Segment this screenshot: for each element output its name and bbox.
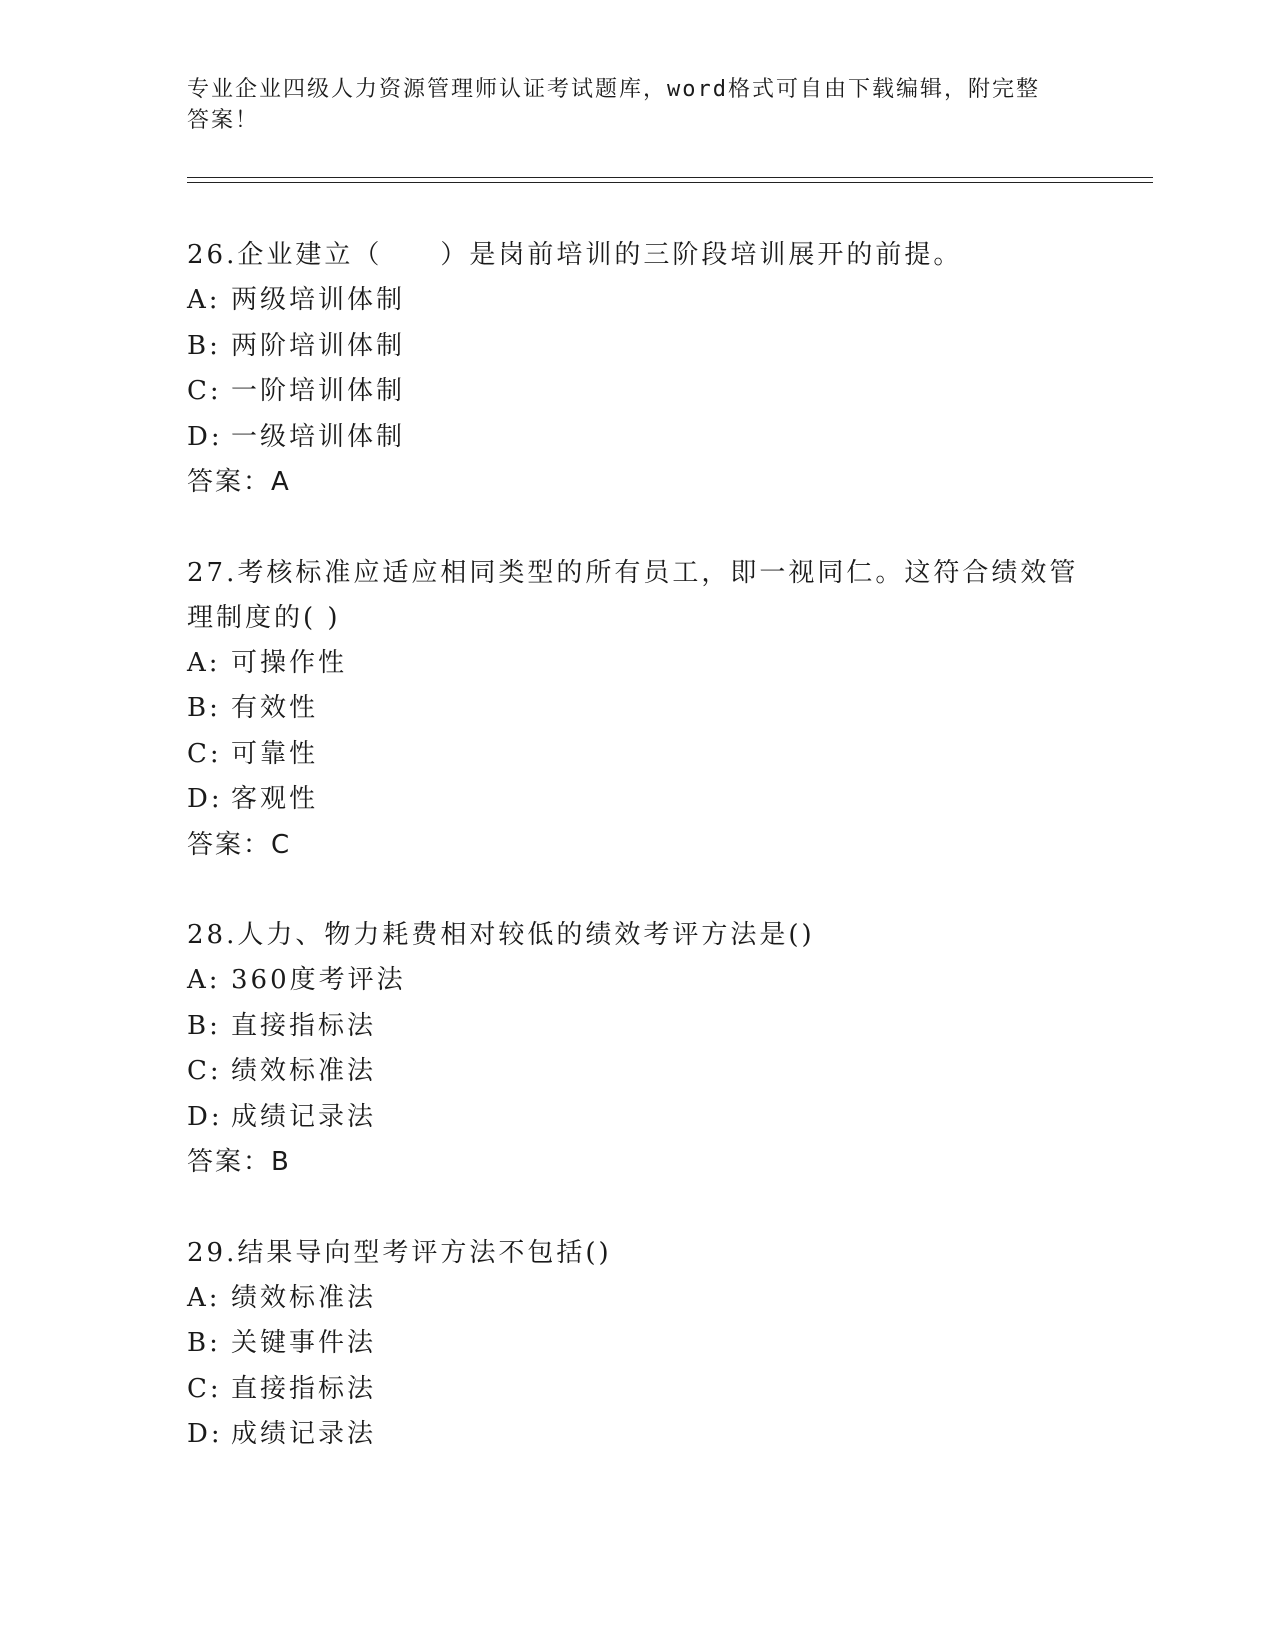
question-stem: 28.人力、物力耗费相对较低的绩效考评方法是() bbox=[187, 920, 815, 950]
option-letter: B: bbox=[187, 330, 221, 361]
option-letter: D: bbox=[187, 1101, 223, 1132]
question-stem-line-2: 理制度的( ) bbox=[187, 602, 341, 633]
option-text: 成绩记录法 bbox=[231, 1101, 377, 1132]
header-line-1: 专业企业四级人力资源管理师认证考试题库，word格式可自由下载编辑，附完整 bbox=[187, 77, 1040, 102]
question-stem-line-1: 27.考核标准应适应相同类型的所有员工，即一视同仁。这符合绩效管 bbox=[187, 557, 1079, 588]
option-letter: A: bbox=[187, 647, 221, 678]
answer-line: 答案：A bbox=[187, 467, 291, 497]
question-28 bbox=[187, 913, 1087, 1186]
option-d bbox=[187, 777, 1087, 823]
option-text: 一级培训体制 bbox=[231, 421, 406, 452]
option-d bbox=[187, 1412, 1087, 1458]
question-stem: 26.企业建立（ ）是岗前培训的三阶段培训展开的前提。 bbox=[187, 240, 963, 270]
option-text: 一阶培训体制 bbox=[231, 376, 406, 406]
option-text: 360度考评法 bbox=[231, 965, 406, 995]
option-text: 成绩记录法 bbox=[231, 1419, 377, 1449]
question-29 bbox=[187, 1231, 1087, 1458]
option-text: 客观性 bbox=[231, 784, 319, 814]
option-letter: D: bbox=[187, 421, 223, 452]
question-27 bbox=[187, 551, 1087, 869]
option-a bbox=[187, 1276, 1087, 1322]
option-text: 直接指标法 bbox=[231, 1010, 377, 1041]
option-text: 可操作性 bbox=[231, 647, 348, 678]
option-text: 绩效标准法 bbox=[231, 1282, 377, 1313]
answer-line: 答案：C bbox=[187, 829, 292, 860]
option-letter: D: bbox=[187, 1419, 223, 1449]
option-text: 两阶培训体制 bbox=[231, 330, 406, 361]
header-divider-bottom bbox=[187, 182, 1153, 183]
option-c bbox=[187, 369, 1087, 415]
option-letter: B: bbox=[187, 1010, 221, 1041]
option-letter: C: bbox=[187, 1373, 222, 1404]
option-letter: C: bbox=[187, 738, 222, 769]
option-a bbox=[187, 958, 1087, 1004]
document-header bbox=[187, 74, 1087, 136]
option-c bbox=[187, 1049, 1087, 1095]
answer-line: 答案：B bbox=[187, 1147, 291, 1177]
option-d bbox=[187, 415, 1087, 461]
option-a bbox=[187, 641, 1087, 687]
header-line-2: 答案！ bbox=[187, 108, 260, 133]
option-letter: B: bbox=[187, 1328, 221, 1358]
option-letter: C: bbox=[187, 376, 222, 406]
option-d bbox=[187, 1095, 1087, 1141]
question-list bbox=[187, 233, 1087, 1503]
option-b bbox=[187, 1004, 1087, 1050]
option-text: 关键事件法 bbox=[231, 1328, 377, 1358]
option-b bbox=[187, 324, 1087, 370]
option-b bbox=[187, 686, 1087, 732]
option-text: 可靠性 bbox=[231, 738, 319, 769]
option-text: 直接指标法 bbox=[231, 1373, 377, 1404]
option-a bbox=[187, 278, 1087, 324]
option-letter: B: bbox=[187, 693, 221, 723]
header-divider-top bbox=[187, 177, 1153, 178]
question-stem: 29.结果导向型考评方法不包括() bbox=[187, 1237, 612, 1268]
question-26 bbox=[187, 233, 1087, 506]
option-letter: A: bbox=[187, 1282, 221, 1313]
option-text: 有效性 bbox=[231, 693, 319, 723]
option-letter: D: bbox=[187, 784, 223, 814]
option-letter: A: bbox=[187, 285, 221, 315]
option-letter: C: bbox=[187, 1056, 222, 1086]
option-text: 绩效标准法 bbox=[231, 1056, 377, 1086]
option-b bbox=[187, 1321, 1087, 1367]
option-c bbox=[187, 732, 1087, 778]
option-letter: A: bbox=[187, 965, 221, 995]
option-c bbox=[187, 1367, 1087, 1413]
option-text: 两级培训体制 bbox=[231, 285, 406, 315]
